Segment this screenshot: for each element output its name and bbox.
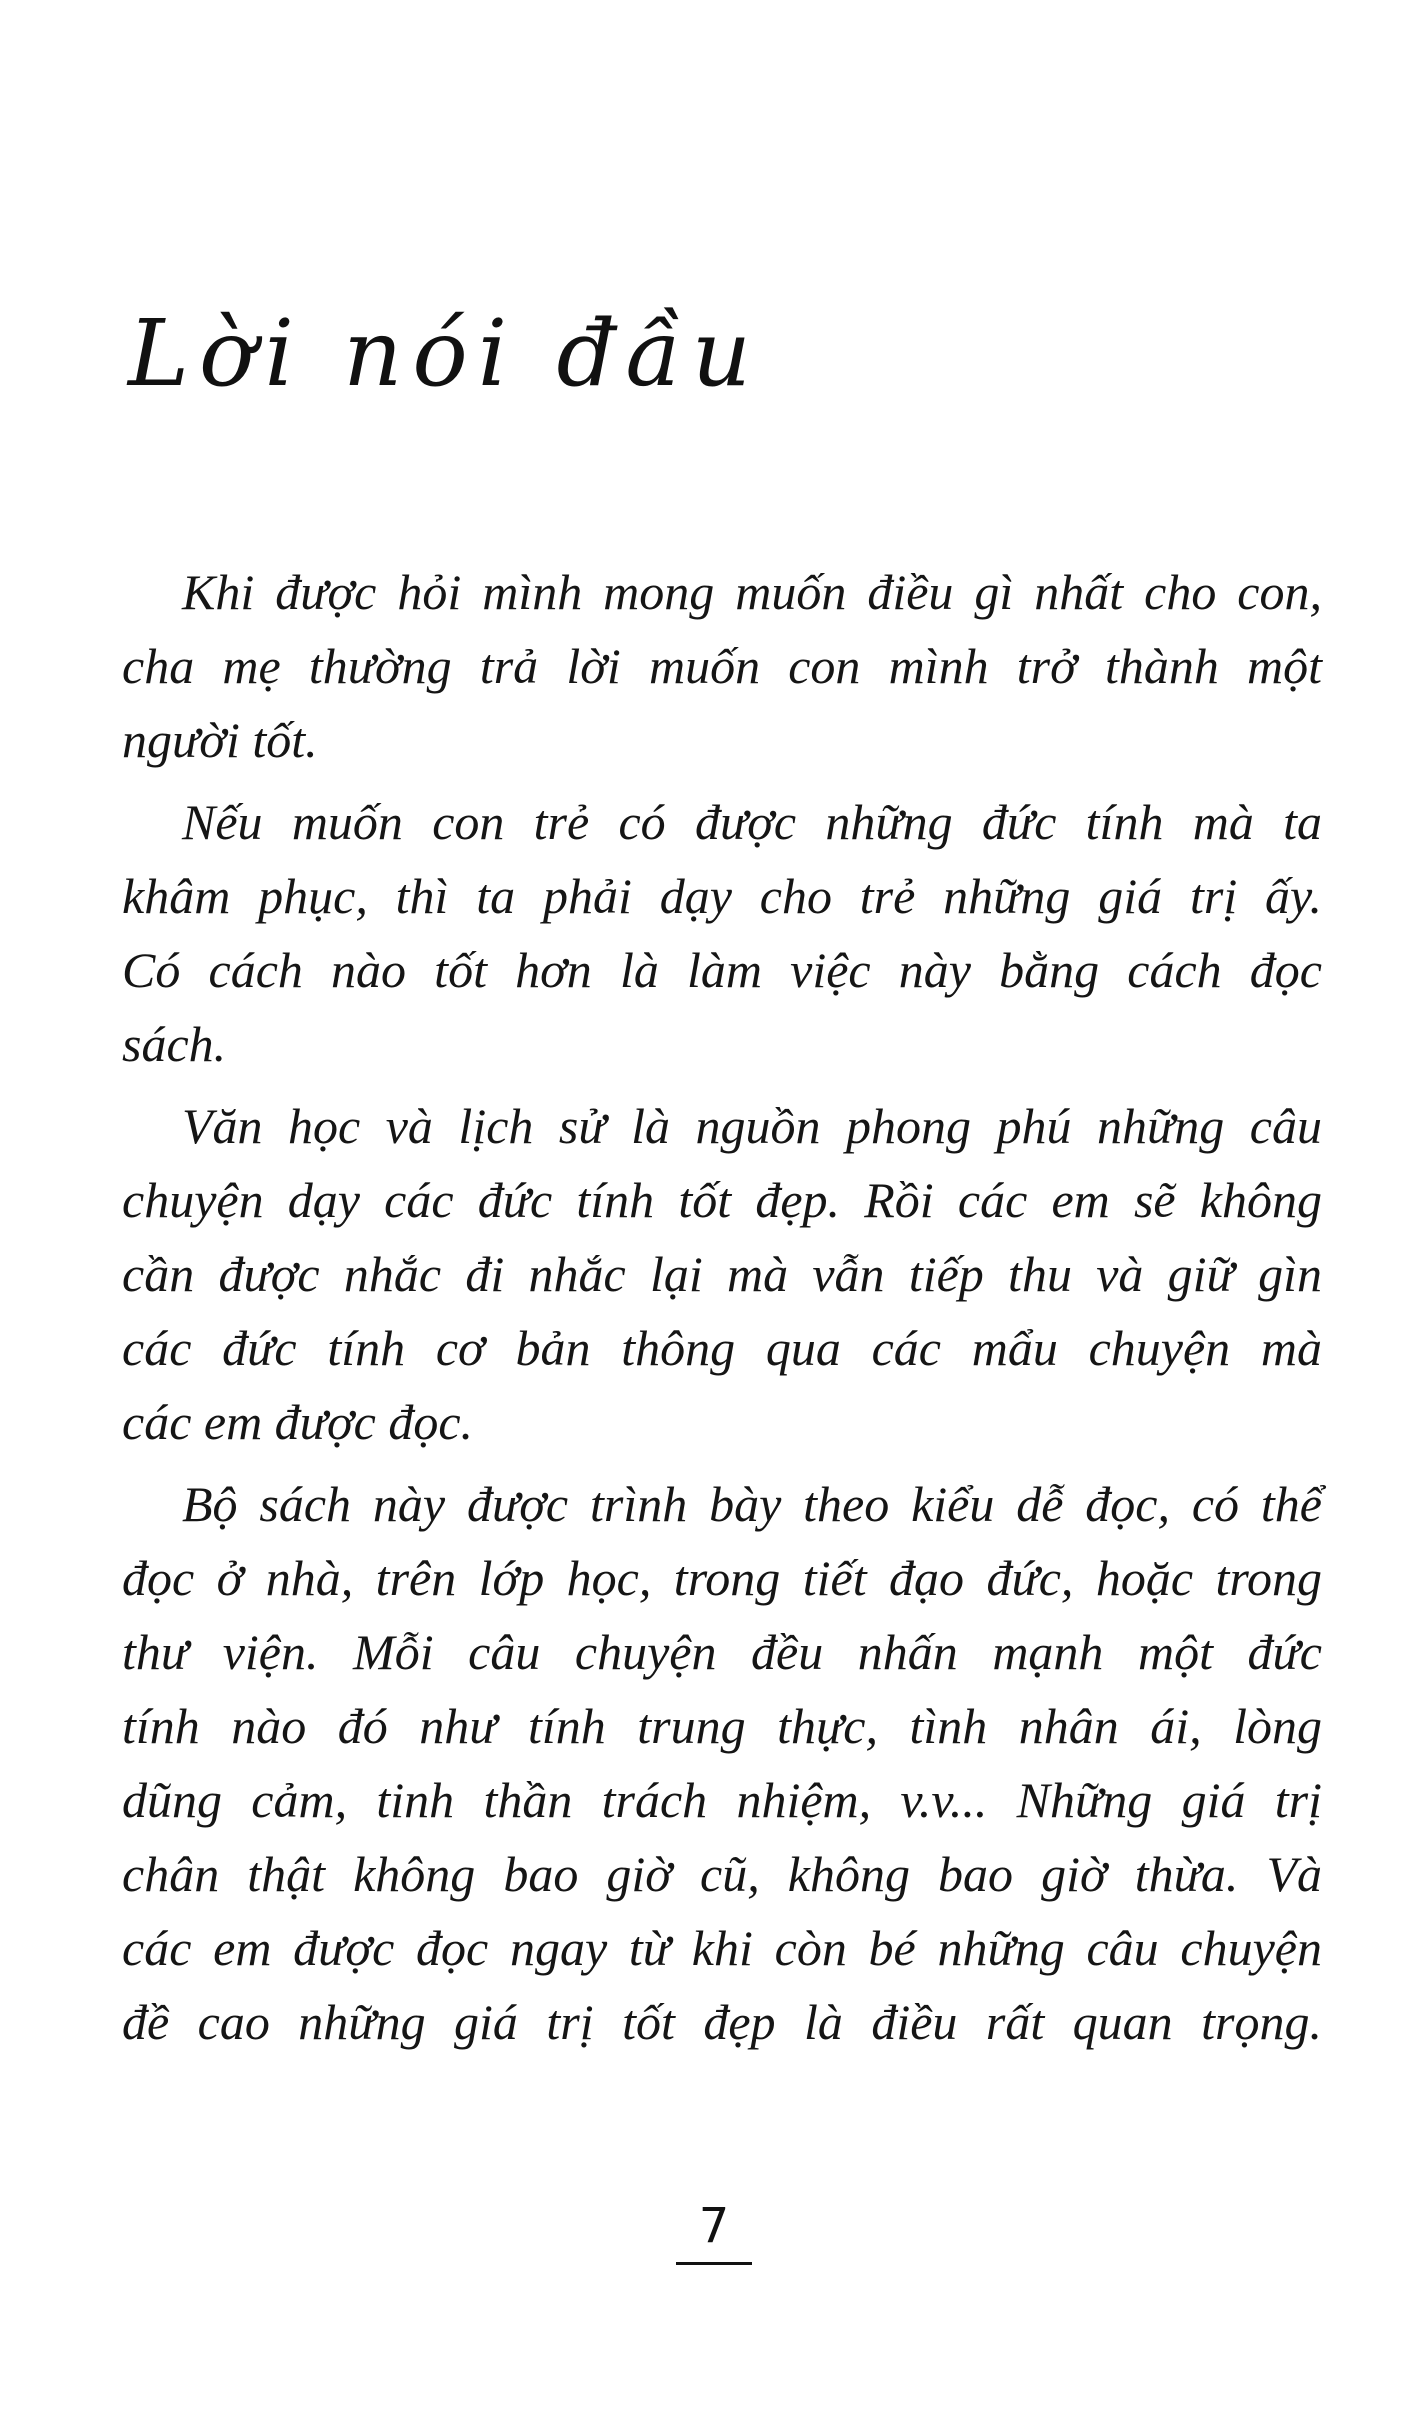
text-line: Có cách nào tốt hơn là làm việc này bằng cách đọc xyxy=(122,942,1322,998)
text-line: Bộ sách này được trình bày theo kiểu dễ đọc, có thể xyxy=(182,1476,1322,1532)
text-line: Văn học và lịch sử là nguồn phong phú những câu xyxy=(182,1098,1322,1154)
text-line: dũng cảm, tinh thần trách nhiệm, v.v... Những giá trị xyxy=(122,1772,1322,1828)
text-line: người tốt. xyxy=(122,712,318,768)
paragraph-4 xyxy=(122,1467,1322,2059)
text-line: các em được đọc. xyxy=(122,1394,474,1450)
page-number-underline xyxy=(676,2262,752,2265)
text-line: thư viện. Mỗi câu chuyện đều nhấn mạnh một đức xyxy=(122,1624,1322,1680)
preface-body xyxy=(122,555,1322,2067)
text-line: cần được nhắc đi nhắc lại mà vẫn tiếp thu và giữ gìn xyxy=(122,1246,1322,1302)
text-line: đề cao những giá trị tốt đẹp là điều rất quan trọng. xyxy=(122,1994,1322,2050)
text-line: sách. xyxy=(122,1016,227,1072)
paragraph-2 xyxy=(122,785,1322,1081)
text-line: chân thật không bao giờ cũ, không bao giờ thừa. Và xyxy=(122,1846,1322,1902)
paragraph-1 xyxy=(122,555,1322,777)
text-line: chuyện dạy các đức tính tốt đẹp. Rồi các em sẽ không xyxy=(122,1172,1322,1228)
text-line: các đức tính cơ bản thông qua các mẩu chuyện mà xyxy=(122,1320,1322,1376)
text-line: Nếu muốn con trẻ có được những đức tính mà ta xyxy=(182,794,1322,850)
text-line: các em được đọc ngay từ khi còn bé những câu chuyện xyxy=(122,1920,1322,1976)
text-line: Khi được hỏi mình mong muốn điều gì nhất cho con, xyxy=(182,564,1322,620)
page-number: 7 xyxy=(698,2198,730,2254)
text-line: tính nào đó như tính trung thực, tình nhân ái, lòng xyxy=(122,1698,1322,1754)
paragraph-3 xyxy=(122,1089,1322,1459)
page-title: Lời nói đầu xyxy=(128,300,761,407)
text-line: khâm phục, thì ta phải dạy cho trẻ những giá trị ấy. xyxy=(122,868,1322,924)
text-line: cha mẹ thường trả lời muốn con mình trở thành một xyxy=(122,638,1322,694)
text-line: đọc ở nhà, trên lớp học, trong tiết đạo đức, hoặc trong xyxy=(122,1550,1322,1606)
